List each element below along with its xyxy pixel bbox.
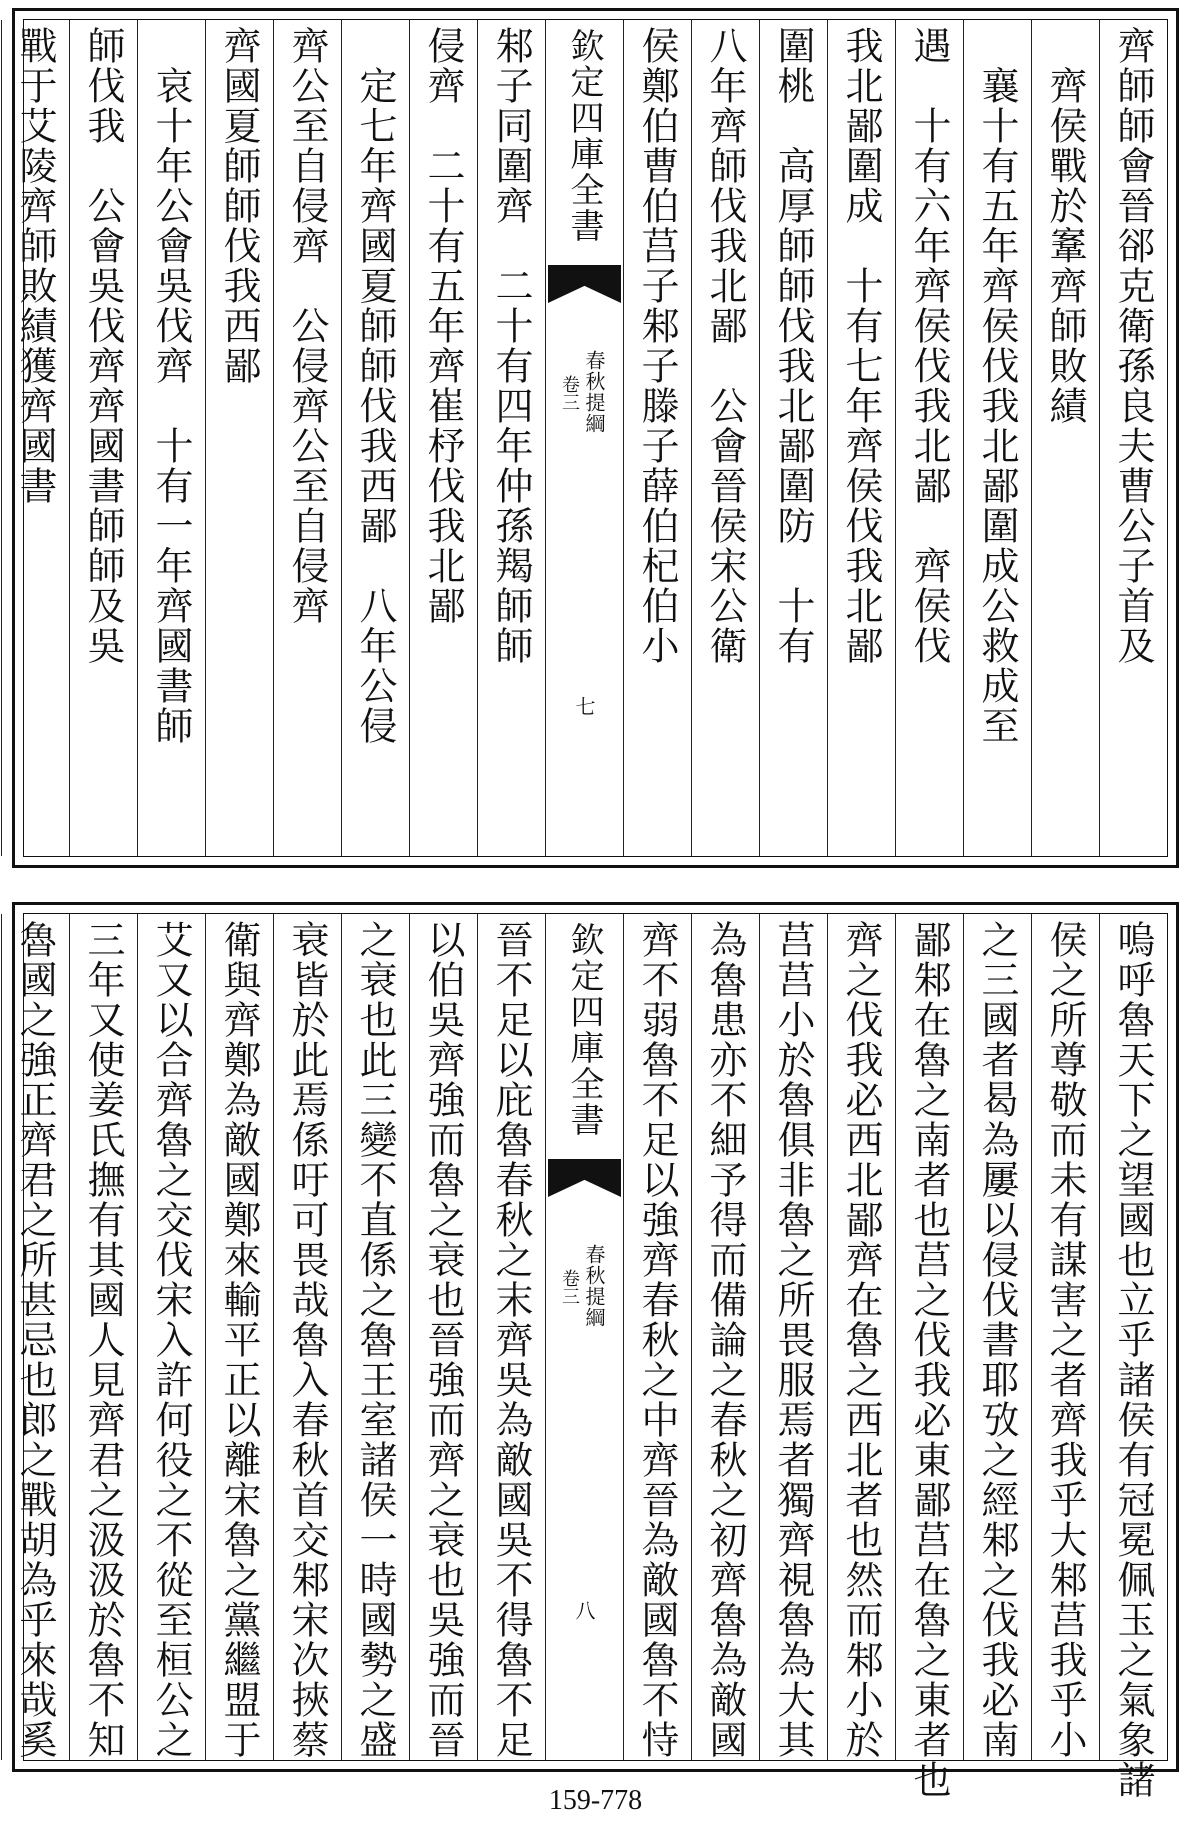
- text-column: 哀十年公會吳伐齊 十有一年齊國書師: [137, 20, 205, 856]
- fish-tail-mark: [548, 265, 621, 303]
- series-title: 欽定四庫全書: [564, 922, 604, 1138]
- text-column: 鄙邾在魯之南者也莒之伐我必東鄙莒在魯之東者也: [895, 914, 963, 1760]
- text-column: 嗚呼魯天下之望國也立乎諸侯有冠冕佩玉之氣象諸: [1099, 914, 1167, 1760]
- text-column: 師伐我 公會吳伐齊齊國書師師及吳: [69, 20, 137, 856]
- text-column: 遇 十有六年齊侯伐我北鄙 齊侯伐: [895, 20, 963, 856]
- footer-page-number: 159-778: [548, 1785, 643, 1816]
- page-number: 七: [572, 696, 596, 716]
- text-column: 衛與齊鄭為敵國鄭來輸平正以離宋魯之黨繼盟于: [205, 914, 273, 1760]
- text-column: 為魯患亦不細予得而備論之春秋之初齊魯為敵國: [691, 914, 759, 1760]
- series-title: 欽定四庫全書: [564, 28, 604, 244]
- text-column: 邾子同圍齊 二十有四年仲孫羯師師: [477, 20, 545, 856]
- work-title: 春秋提綱: [582, 350, 606, 434]
- work-title: 春秋提綱: [582, 1244, 606, 1328]
- text-column: 齊公至自侵齊 公侵齊公至自侵齊: [273, 20, 341, 856]
- volume-label: 卷三: [559, 375, 580, 411]
- center-banner: [545, 914, 623, 1760]
- volume-label: 卷三: [559, 1269, 580, 1305]
- fish-tail-mark: [548, 1159, 621, 1197]
- text-column: 莒莒小於魯俱非魯之所畏服焉者獨齊視魯為大其: [759, 914, 827, 1760]
- bottom-page: [12, 902, 1179, 1800]
- text-column: 齊之伐我必西北鄙齊在魯之西北者也然而邾小於: [827, 914, 895, 1760]
- text-column: 之衰也此三變不直係之魯王室諸侯一時國勢之盛: [341, 914, 409, 1760]
- text-column: 三年又使姜氏撫有其國人見齊君之汲汲於魯不知: [69, 914, 137, 1760]
- text-column: 齊師師會晉郤克衛孫良夫曹公子首及: [1099, 20, 1167, 856]
- center-banner: [545, 20, 623, 856]
- text-column: 侯鄭伯曹伯莒子邾子滕子薛伯杞伯小: [623, 20, 691, 856]
- text-column: 晉不足以庇魯春秋之末齊吳為敵國吳不得魯不足: [477, 914, 545, 1760]
- text-column: 之三國者曷為屢以侵伐書耶攷之經邾之伐我必南: [963, 914, 1031, 1760]
- text-column: 圍桃 高厚師師伐我北鄙圍防 十有: [759, 20, 827, 856]
- text-column: 齊侯戰於鞌齊師敗績: [1031, 20, 1099, 856]
- bottom-page-frame: [13, 913, 1168, 1800]
- text-column: 戰于艾陵齊師敗績獲齊國書: [1, 20, 69, 856]
- text-column: 定七年齊國夏師師伐我西鄙 八年公侵: [341, 20, 409, 856]
- text-column: 艾又以合齊魯之交伐宋入許何役之不從至桓公之: [137, 914, 205, 1760]
- text-column: 衰皆於此焉係吁可畏哉魯入春秋首交邾宋次挾蔡: [273, 914, 341, 1760]
- text-column: 我北鄙圍成 十有七年齊侯伐我北鄙: [827, 20, 895, 856]
- text-column: 八年齊師伐我北鄙 公會晉侯宋公衛: [691, 20, 759, 856]
- text-column: 侯之所尊敬而未有謀害之者齊我乎大邾莒我乎小: [1031, 914, 1099, 1760]
- text-column: 襄十有五年齊侯伐我北鄙圍成公救成至: [963, 20, 1031, 856]
- top-page: [12, 8, 1179, 868]
- text-column: 以伯吳齊強而魯之衰也晉強而齊之衰也吳強而晉: [409, 914, 477, 1760]
- top-page-frame: [13, 19, 1168, 857]
- text-column: 齊國夏師師伐我西鄙: [205, 20, 273, 856]
- text-column: 魯國之強正齊君之所甚忌也郎之戰胡為乎來哉奚: [1, 914, 69, 1760]
- page-number: 八: [572, 1600, 596, 1620]
- text-column: 齊不弱魯不足以強齊春秋之中齊晉為敵國魯不恃: [623, 914, 691, 1760]
- text-column: 侵齊 二十有五年齊崔杼伐我北鄙: [409, 20, 477, 856]
